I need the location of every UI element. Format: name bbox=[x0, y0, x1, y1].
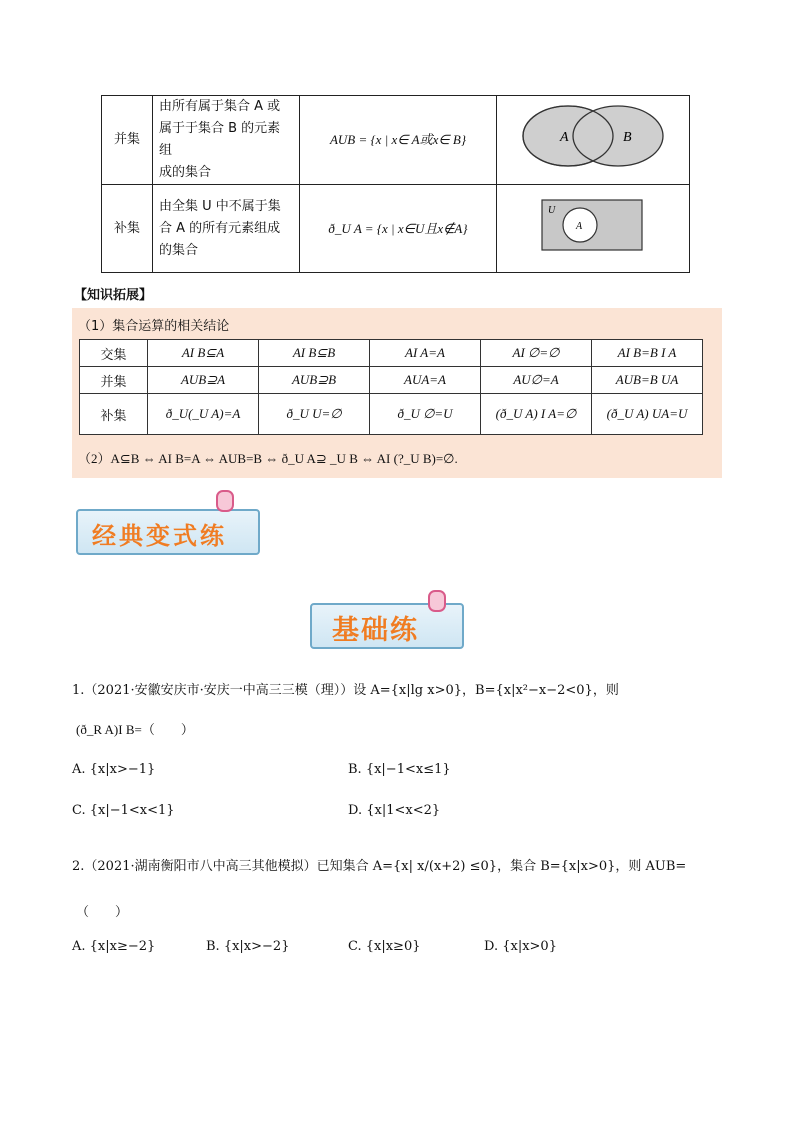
knowledge-cell: ð_U ∅=U bbox=[370, 394, 481, 435]
knowledge-cell: ð_U U=∅ bbox=[259, 394, 370, 435]
question-2-stem-cont: （ ） bbox=[76, 905, 129, 920]
knowledge-cell: (ð_U A) UA=U bbox=[592, 394, 703, 435]
knowledge-cell: 并集 bbox=[80, 367, 148, 394]
knowledge-table bbox=[79, 339, 703, 435]
complement-desc-line: 由全集 U 中不属于集 bbox=[159, 198, 281, 214]
knowledge-cell: AI B⊆B bbox=[259, 340, 370, 367]
knowledge-cell: AI B=B I A bbox=[592, 340, 703, 367]
knowledge-row-union bbox=[80, 367, 703, 394]
knowledge-row-complement bbox=[80, 394, 703, 435]
paperclip-icon bbox=[216, 490, 234, 512]
union-venn-cell bbox=[497, 96, 690, 185]
union-desc-line: 属于于集合 B 的元素组 bbox=[159, 121, 281, 158]
knowledge-cell: AI A=A bbox=[370, 340, 481, 367]
definition-table bbox=[101, 95, 690, 273]
knowledge-heading: 【知识拓展】 bbox=[74, 288, 153, 303]
question-1-stem: 1.（2021·安徽安庆市·安庆一中高三三模（理））设 A={x|lg x>0}，B={x|x²−x−2<0}，则 bbox=[72, 683, 619, 698]
complement-desc bbox=[153, 185, 300, 273]
banner-title: 基础练 bbox=[332, 615, 419, 646]
complement-venn-cell bbox=[497, 185, 690, 273]
complement-row bbox=[102, 185, 690, 273]
knowledge-item2: （2）A⊆B ⇔ AI B=A ⇔ AUB=B ⇔ ð_U A⊇ _U B ⇔ AI (?_U B)=∅. bbox=[78, 451, 458, 466]
union-formula: AUB = {x | x∈ A或x∈ B} bbox=[300, 96, 497, 185]
knowledge-cell: AI B⊆A bbox=[148, 340, 259, 367]
union-venn-diagram bbox=[513, 101, 673, 171]
complement-formula: ð_U A = {x | x∈U且x∉A} bbox=[300, 185, 497, 273]
question-1-option-d[interactable]: D. {x|1<x<2} bbox=[348, 803, 441, 818]
knowledge-row-intersection bbox=[80, 340, 703, 367]
question-1-option-c[interactable]: C. {x|−1<x<1} bbox=[72, 803, 175, 818]
question-2-stem: 2.（2021·湖南衡阳市八中高三其他模拟）已知集合 A={x| x/(x+2) ≤0}，集合 B={x|x>0}，则 AUB= bbox=[72, 859, 687, 874]
question-1-stem-cont: (ð_R A)I B=（ ） bbox=[76, 722, 194, 737]
knowledge-cell: AUB⊇A bbox=[148, 367, 259, 394]
union-name: 并集 bbox=[102, 96, 153, 185]
banner-title: 经典变式练 bbox=[92, 521, 227, 550]
knowledge-cell: 补集 bbox=[80, 394, 148, 435]
knowledge-cell: AUB=B UA bbox=[592, 367, 703, 394]
question-1-option-a[interactable]: A. {x|x>−1} bbox=[72, 762, 156, 777]
question-2-option-b[interactable]: B. {x|x>−2} bbox=[206, 939, 290, 954]
knowledge-cell: 交集 bbox=[80, 340, 148, 367]
complement-desc-line: 合 A 的所有元素组成 bbox=[159, 220, 281, 236]
knowledge-cell: (ð_U A) I A=∅ bbox=[481, 394, 592, 435]
question-2-option-a[interactable]: A. {x|x≥−2} bbox=[72, 939, 156, 954]
question-2-option-c[interactable]: C. {x|x≥0} bbox=[348, 939, 421, 954]
venn-label-b: B bbox=[623, 130, 632, 145]
knowledge-cell: AUB⊇B bbox=[259, 367, 370, 394]
complement-name: 补集 bbox=[102, 185, 153, 273]
venn-label-a: A bbox=[576, 220, 583, 232]
complement-venn-diagram bbox=[538, 195, 648, 255]
union-desc-line: 成的集合 bbox=[159, 165, 212, 180]
union-desc-line: 由所有属于集合 A 或 bbox=[159, 99, 281, 114]
question-2-option-d[interactable]: D. {x|x>0} bbox=[484, 939, 557, 954]
knowledge-cell: AU∅=A bbox=[481, 367, 592, 394]
venn-label-a: A bbox=[560, 130, 569, 145]
union-desc bbox=[153, 96, 300, 185]
section-banner-variants bbox=[76, 509, 260, 555]
venn-label-u: U bbox=[548, 204, 556, 216]
knowledge-cell: AI ∅=∅ bbox=[481, 340, 592, 367]
complement-desc-line: 的集合 bbox=[159, 242, 199, 258]
knowledge-cell: AUA=A bbox=[370, 367, 481, 394]
question-1-option-b[interactable]: B. {x|−1<x≤1} bbox=[348, 762, 451, 777]
union-row bbox=[102, 96, 690, 185]
knowledge-cell: ð_U(_U A)=A bbox=[148, 394, 259, 435]
paperclip-icon bbox=[428, 590, 446, 612]
knowledge-item1: （1）集合运算的相关结论 bbox=[78, 319, 230, 334]
